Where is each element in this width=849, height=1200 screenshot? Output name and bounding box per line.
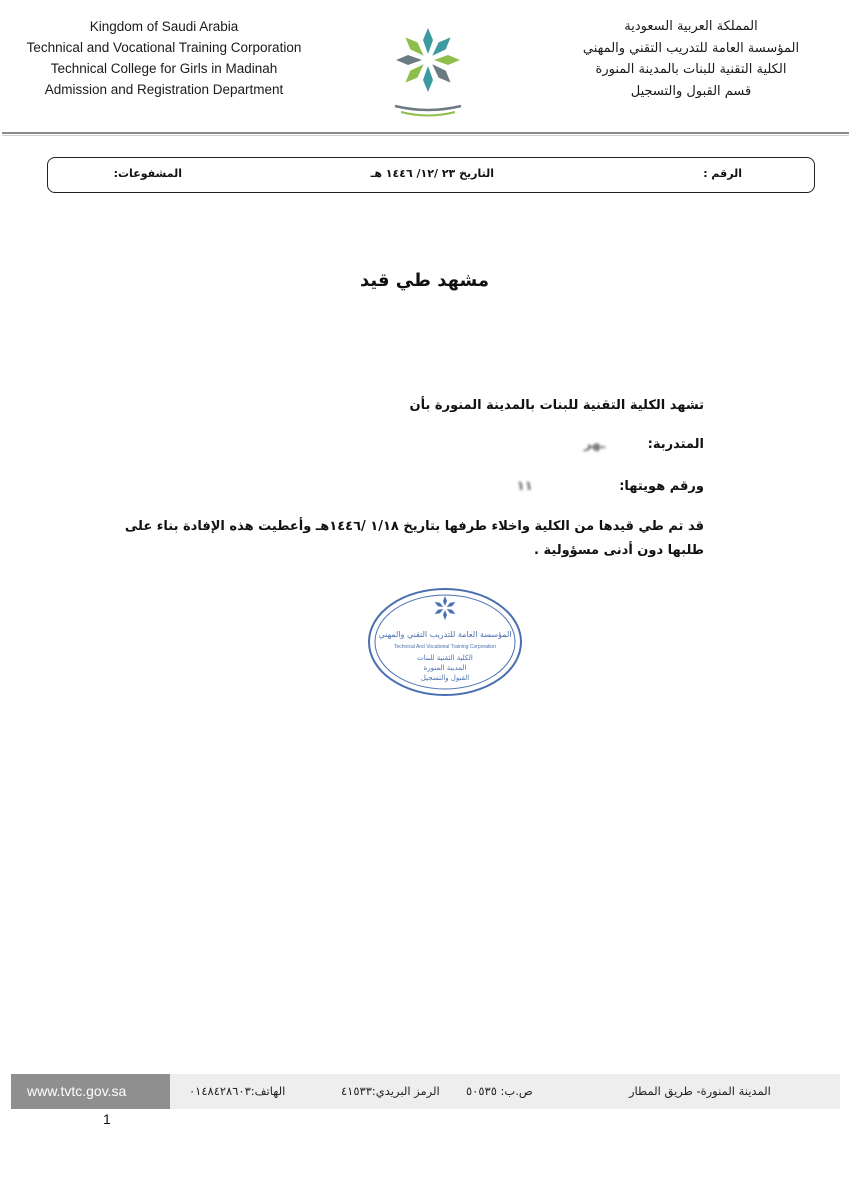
tvtc-logo-icon [383,18,473,120]
arabic-header-line-2: المؤسسة العامة للتدريب التقني والمهني [582,40,800,56]
document-title: مشهد طي قيد [360,270,489,291]
trainee-line [584,437,704,452]
stamp-college-line: الكلية التقنية للبنات [417,654,473,662]
footer-website-link[interactable]: www.tvtc.gov.sa [11,1074,170,1109]
document-date: التاريخ ٢٣ /١٢/ ١٤٤٦ هـ [370,167,494,180]
attachments-label: المشفوعات: [113,167,182,180]
official-stamp [366,586,524,698]
id-number-redacted: ١١ [516,479,533,494]
arabic-header-line-4: قسم القبول والتسجيل [630,83,752,99]
stamp-english-title: Technical And Vocational Training Corporation [393,644,497,650]
header-divider [2,132,849,134]
certification-intro: تشهد الكلية التقنية للبنات بالمدينة المنورة بأن [409,398,704,413]
reference-info-box [47,157,815,193]
id-label: ورقم هويتها: [619,479,704,494]
stamp-city-line: المدينة المنورة [423,664,467,672]
english-header-line-1: Kingdom of Saudi Arabia [89,19,239,34]
stamp-emblem-icon [434,596,457,620]
footer-address: المدينة المنورة- طريق المطار [629,1084,771,1098]
footer-po-box: ص.ب: ٥٠٥٣٥ [466,1084,533,1098]
trainee-name-redacted: ـهر [584,437,606,452]
arabic-header [561,16,821,102]
footer-postal-code: الرمز البريدي:٤١٥٣٣ [341,1084,440,1098]
stamp-arabic-title: المؤسسة العامة للتدريب التقني والمهني [378,630,512,639]
arabic-header-line-3: الكلية التقنية للبنات بالمدينة المنورة [595,62,787,77]
english-header-line-4: Admission and Registration Department [44,82,284,97]
reference-number-label: الرقم : [703,167,742,180]
header-divider-shadow [2,135,849,136]
page-number: 1 [103,1111,111,1127]
footer-bar [11,1074,840,1109]
english-header-line-3: Technical College for Girls in Madinah [50,61,278,76]
english-header [14,16,314,100]
arabic-header-line-1: المملكة العربية السعودية [624,19,758,34]
clearance-statement: قد تم طي قيدها من الكلية واخلاء طرفها بتاريخ ١/١٨ /١٤٤٦هـ وأعطيت هذه الإفادة بناء على طلبها دون أدنى مسؤولية . [124,519,704,558]
stamp-dept-line: القبول والتسجيل [420,674,470,682]
trainee-label: المتدربة: [647,437,704,452]
footer-phone: الهاتف:٠١٤٨٤٢٨٦٠٣ [189,1084,286,1098]
english-header-line-2: Technical and Vocational Training Corporation [26,40,302,55]
id-line [517,479,704,494]
